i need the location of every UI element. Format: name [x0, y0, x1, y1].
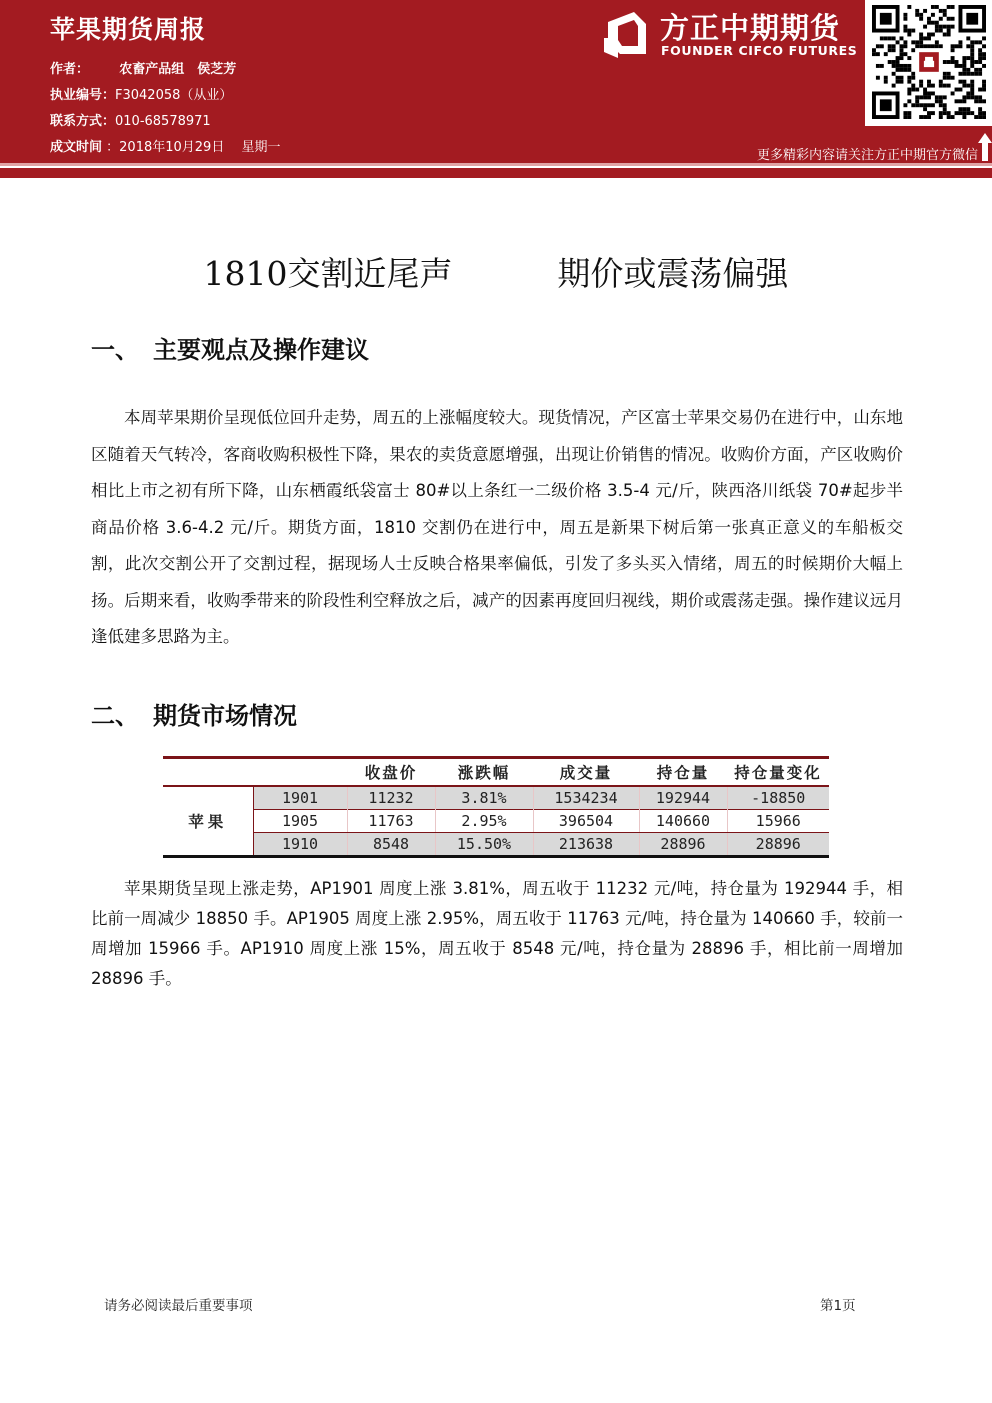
section-title: 主要观点及操作建议: [153, 336, 369, 364]
table-row: [163, 786, 829, 810]
section-title: 期货市场情况: [153, 702, 297, 730]
change-cell: 2.95%: [435, 810, 533, 833]
change-cell: 3.81%: [435, 786, 533, 810]
license-line: [50, 84, 232, 103]
volume-cell: 213638: [533, 833, 639, 857]
contact-label: 联系方式：: [50, 114, 116, 129]
table-header: [163, 758, 253, 787]
date-value: ：2018年10月29日 星期一: [106, 140, 281, 155]
author-label: 作者：: [50, 62, 90, 77]
report-title: 苹果期货周报: [50, 15, 207, 44]
table-header: 收盘价: [347, 758, 435, 787]
contract-cell: 1905: [253, 810, 347, 833]
contact-line: [50, 110, 211, 129]
contact-value: 010-68578971: [115, 114, 211, 129]
contract-cell: 1910: [253, 833, 347, 857]
table-header: 成交量: [533, 758, 639, 787]
category-cell: 苹果: [163, 786, 253, 857]
page-number: 第1页: [820, 1298, 856, 1314]
section-heading-1: [91, 330, 369, 365]
brand-name-en: FOUNDER CIFCO FUTURES: [661, 43, 858, 58]
footer-notice: 请务必阅读最后重要事项: [104, 1298, 253, 1314]
brand-logo: [604, 6, 860, 62]
market-paragraph: 苹果期货呈现上涨走势，AP1901 周度上涨 3.81%，周五收于 11232 元/吨，持仓量为 192944 手，相比前一周减少 18850 手。AP1905 周度上涨 2.95%，周五收于 11763 元/吨，持仓量为 140660 手，较前一周增加 15966 手。AP1910 周度上涨 15%，周五收于 8548 元/吨，持仓量为 28896 手，相比前一周增加 28896 手。: [91, 879, 903, 988]
license-label: 执业编号：: [50, 88, 116, 103]
open-interest-change-cell: 15966: [727, 810, 829, 833]
article-title: 1810交割近尾声 期价或震荡偏强: [203, 254, 789, 293]
date-label: 成文时间: [50, 140, 103, 155]
close-cell: 11763: [347, 810, 435, 833]
open-interest-change-cell: 28896: [727, 833, 829, 857]
report-header: [0, 0, 992, 163]
author-value: 农畜产品组 侯芝芳: [119, 62, 237, 77]
qr-code-icon: [872, 5, 986, 119]
table-header: 涨跌幅: [435, 758, 533, 787]
table-header: [253, 758, 347, 787]
section-number: 一、: [91, 336, 139, 364]
brand-name-cn: 方正中期期货: [660, 11, 841, 45]
date-line: [50, 136, 280, 155]
table-header: 持仓量变化: [727, 758, 829, 787]
open-interest-change-cell: -18850: [727, 786, 829, 810]
open-interest-cell: 140660: [639, 810, 727, 833]
author-line: [50, 58, 236, 77]
open-interest-cell: 192944: [639, 786, 727, 810]
section-number: 二、: [91, 702, 139, 730]
change-cell: 15.50%: [435, 833, 533, 857]
volume-cell: 396504: [533, 810, 639, 833]
futures-market-table: [163, 756, 829, 858]
volume-cell: 1534234: [533, 786, 639, 810]
wechat-note: 更多精彩内容请关注方正中期官方微信: [756, 148, 978, 163]
up-arrow-icon: [978, 133, 992, 161]
header-divider-light: [0, 163, 992, 166]
qr-code[interactable]: [865, 0, 992, 126]
section-heading-2: [91, 696, 297, 731]
table-header-row: [163, 758, 829, 787]
close-cell: 8548: [347, 833, 435, 857]
header-divider-dark: [0, 168, 992, 178]
table-row: [163, 833, 829, 857]
summary-paragraph: 本周苹果期价呈现低位回升走势，周五的上涨幅度较大。现货情况，产区富士苹果交易仍在进行中，山东地区随着天气转冷，客商收购积极性下降，果农的卖货意愿增强，出现让价销售的情况。收购价方面，产区收购价相比上市之初有所下降，山东栖霞纸袋富士 80#以上条红一二级价格 3.5-4 元/斤，陕西洛川纸袋 70#起步半商品价格 3.6-4.2 元/斤。期货方面，1810 交割仍在进行中，周五是新果下树后第一张真正意义的车船板交割，此次交割公开了交割过程，据现场人士反映合格果率偏低，引发了多头买入情绪，周五的时候期价大幅上扬。后期来看，收购季带来的阶段性利空释放之后，减产的因素再度回归视线，期价或震荡走强。操作建议远月逢低建多思路为主。: [91, 408, 903, 646]
license-value: F3042058（从业）: [115, 88, 233, 103]
table-header: 持仓量: [639, 758, 727, 787]
open-interest-cell: 28896: [639, 833, 727, 857]
founder-logo-icon: [604, 8, 650, 58]
close-cell: 11232: [347, 786, 435, 810]
table-row: [163, 810, 829, 833]
contract-cell: 1901: [253, 786, 347, 810]
